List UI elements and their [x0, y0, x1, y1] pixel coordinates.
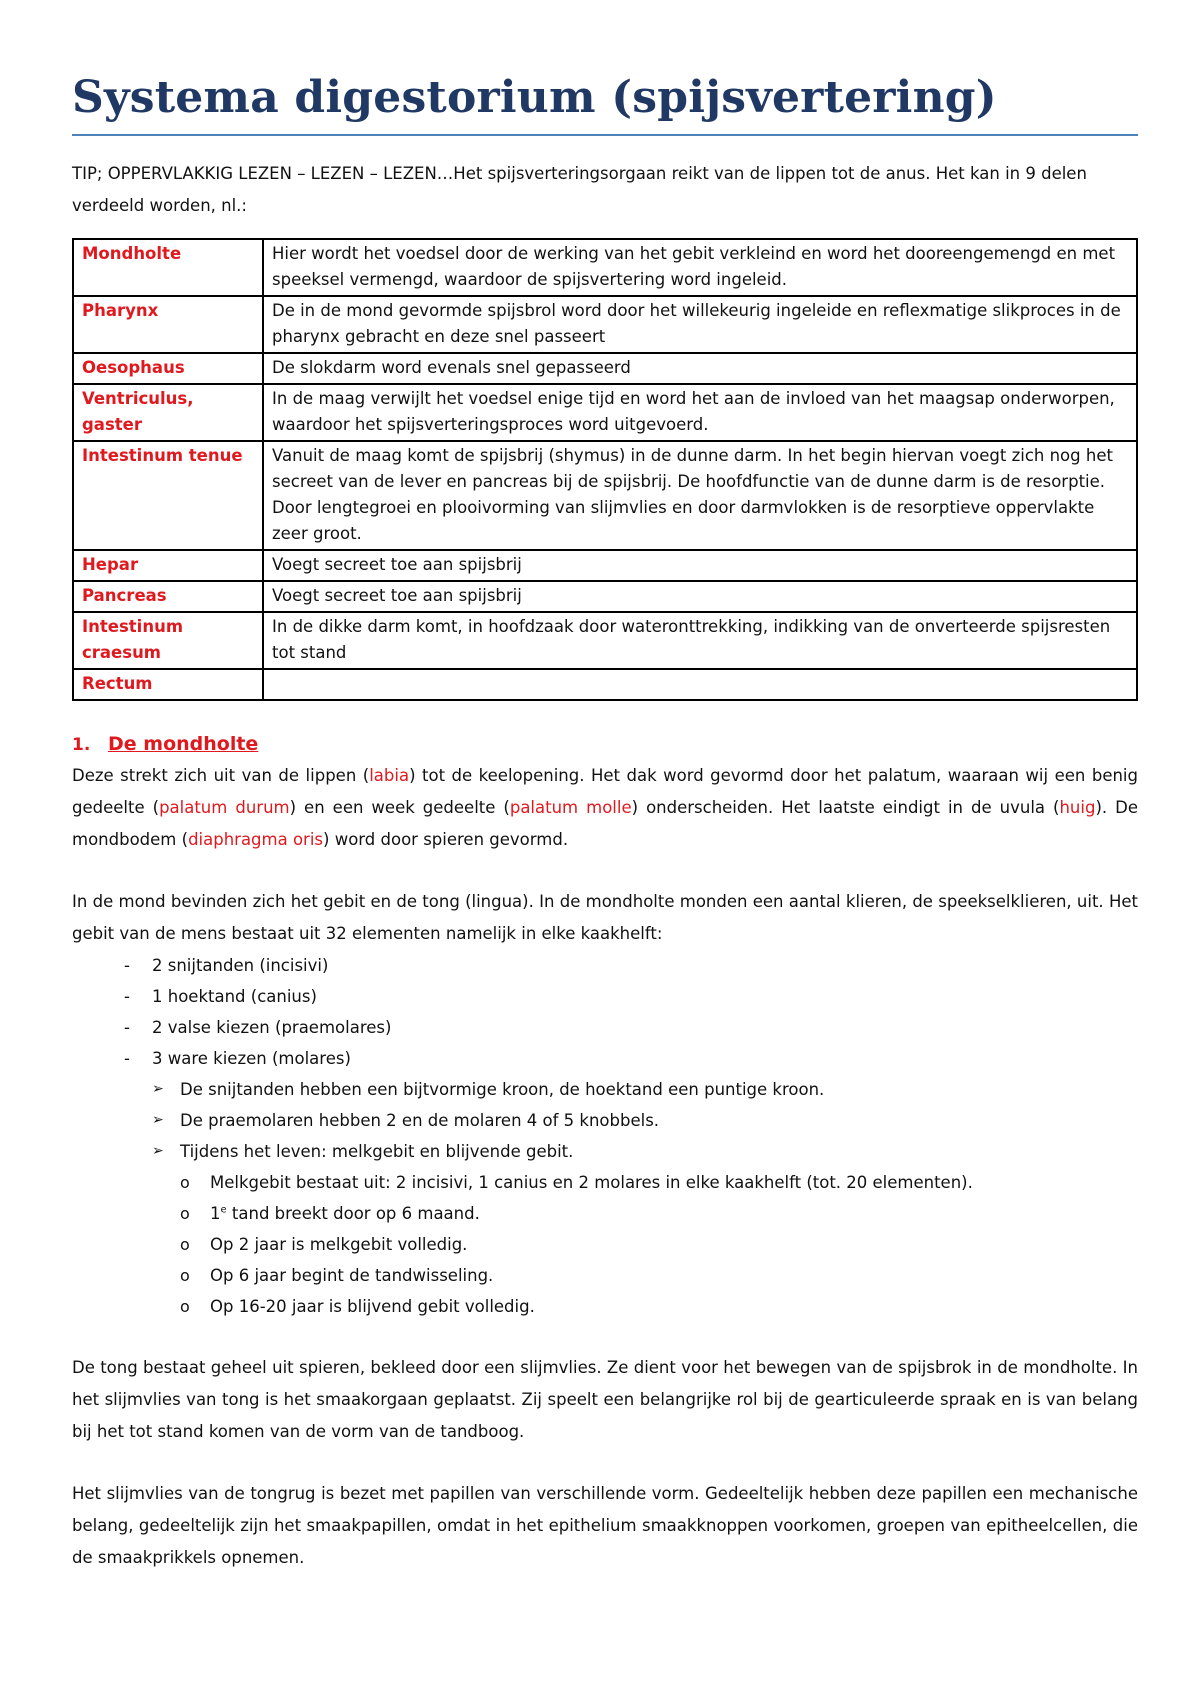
list-item [72, 1291, 1138, 1322]
list-item-text: Tijdens het leven: melkgebit en blijvende gebit. [180, 1142, 574, 1161]
paragraph-gebit: In de mond bevinden zich het gebit en de tong (lingua). In de mondholte monden een aantal klieren, de speekselklieren, uit. Het gebit van de mens bestaat uit 32 elementen namelijk in elke kaakhelft: [72, 892, 1138, 943]
list-item-text: Op 2 jaar is melkgebit volledig. [210, 1235, 468, 1254]
paragraph-tongrug: Het slijmvlies van de tongrug is bezet met papillen van verschillende vorm. Gedeeltelijk hebben deze papillen een mechanische belang, gedeeltelijk zijn het smaakpapillen, omdat in het epithelium smaakknoppen voorkomen, groepen van epitheelcellen, die de smaakprikkels opnemen. [72, 1484, 1138, 1567]
term-huig: huig [1059, 798, 1096, 817]
list-item [72, 1229, 1138, 1260]
term-diaphragma-oris: diaphragma oris [188, 830, 324, 849]
text-run: ) onderscheiden. Het laatste eindigt in de uvula ( [631, 798, 1060, 817]
dash-bullet: - [124, 1049, 130, 1068]
list-item [72, 1167, 1138, 1198]
organ-name: Pharynx [73, 296, 263, 353]
list-item-text: 2 valse kiezen (praemolares) [152, 1018, 392, 1037]
organ-name: Intestinum tenue [73, 441, 263, 550]
term-palatum-molle: palatum molle [509, 798, 632, 817]
organ-description: Voegt secreet toe aan spijsbrij [263, 550, 1137, 581]
list-item-text: De praemolaren hebben 2 en de molaren 4 of 5 knobbels. [180, 1111, 660, 1130]
table-row [73, 384, 1137, 441]
organ-description: De in de mond gevormde spijsbrol word door het willekeurig ingeleide en reflexmatige slikproces in de pharynx gebracht en deze snel passeert [263, 296, 1137, 353]
organ-description: Vanuit de maag komt de spijsbrij (shymus) in de dunne darm. In het begin hiervan voegt zich nog het secreet van de lever en pancreas bij de spijsbrij. De hoofdfunctie van de dunne darm is de resorptie. Door lengtegroei en plooivorming van slijmvlies en door darmvlokken is de resorptieve oppervlakte zeer groot. [263, 441, 1137, 550]
organ-description: In de dikke darm komt, in hoofdzaak door wateronttrekking, indikking van de onverteerde spijsresten tot stand [263, 612, 1137, 669]
intro-paragraph: TIP; OPPERVLAKKIG LEZEN – LEZEN – LEZEN…Het spijsverteringsorgaan reikt van de lippen tot de anus. Het kan in 9 delen verdeeld worden, nl.: [72, 164, 1087, 215]
text-run: ). De mondbodem ( [72, 798, 1138, 849]
list-item [72, 1105, 1138, 1136]
text-run: ) en een week gedeelte ( [289, 798, 510, 817]
circle-bullet-icon: o [180, 1173, 190, 1192]
paragraph-mondholte [72, 760, 1138, 856]
circle-list [72, 1167, 1138, 1322]
organ-name: Intestinum craesum [73, 612, 263, 669]
arrow-bullet-icon: ➢ [152, 1081, 164, 1097]
circle-bullet-icon: o [180, 1297, 190, 1316]
table-row [73, 296, 1137, 353]
table-row [73, 612, 1137, 669]
organ-description: Hier wordt het voedsel door de werking van het gebit verkleind en word het dooreengemengd en met speeksel vermengd, waardoor de spijsvertering word ingeleid. [263, 239, 1137, 296]
text-run: ) tot de keelopening. Het dak word gevormd door het palatum, waaraan wij een benig gedeelte ( [72, 766, 1138, 817]
arrow-bullet-icon: ➢ [152, 1143, 164, 1159]
term-palatum-durum: palatum durum [159, 798, 290, 817]
list-item [72, 1260, 1138, 1291]
superscript: e [220, 1204, 227, 1216]
term-labia: labia [369, 766, 410, 785]
arrow-list [72, 1074, 1138, 1167]
list-item [72, 1074, 1138, 1105]
organ-name: Oesophaus [73, 353, 263, 384]
text-run: ) word door spieren gevormd. [323, 830, 569, 849]
circle-bullet-icon: o [180, 1204, 190, 1223]
list-item [72, 1198, 1138, 1229]
table-row [73, 353, 1137, 384]
list-item [72, 981, 1138, 1012]
dash-bullet: - [124, 987, 130, 1006]
list-item-text: Melkgebit bestaat uit: 2 incisivi, 1 canius en 2 molares in elke kaakhelft (tot. 20 elementen). [210, 1173, 973, 1192]
document-page [72, 70, 1138, 1574]
text-run: Deze strekt zich uit van de lippen ( [72, 766, 370, 785]
paragraph-tong: De tong bestaat geheel uit spieren, bekleed door een slijmvlies. Ze dient voor het bewegen van de spijsbrok in de mondholte. In het slijmvlies van tong is het smaakorgaan geplaatst. Zij speelt een belangrijke rol bij de gearticuleerde spraak en is van belang bij het tot stand komen van de vorm van de tandboog. [72, 1358, 1138, 1441]
organ-description [263, 669, 1137, 700]
list-item-text: 3 ware kiezen (molares) [152, 1049, 351, 1068]
list-item-text: De snijtanden hebben een bijtvormige kroon, de hoektand een puntige kroon. [180, 1080, 825, 1099]
list-item-text: Op 6 jaar begint de tandwisseling. [210, 1266, 494, 1285]
section-title: De mondholte [108, 733, 259, 755]
organ-description: De slokdarm word evenals snel gepasseerd [263, 353, 1137, 384]
list-item [72, 1043, 1138, 1074]
arrow-bullet-icon: ➢ [152, 1112, 164, 1128]
organ-description: In de maag verwijlt het voedsel enige tijd en word het aan de invloed van het maagsap onderworpen, waardoor het spijsverteringsproces word uitgevoerd. [263, 384, 1137, 441]
list-item-text: 1 hoektand (canius) [152, 987, 317, 1006]
list-item [72, 1136, 1138, 1167]
organ-description: Voegt secreet toe aan spijsbrij [263, 581, 1137, 612]
table-row [73, 239, 1137, 296]
list-item-text: 2 snijtanden (incisivi) [152, 956, 329, 975]
organ-name: Rectum [73, 669, 263, 700]
section-number: 1. [72, 735, 91, 755]
list-item [72, 950, 1138, 981]
teeth-list [72, 950, 1138, 1074]
circle-bullet-icon: o [180, 1235, 190, 1254]
organ-name: Ventriculus, gaster [73, 384, 263, 441]
organ-name: Mondholte [73, 239, 263, 296]
list-item-text: 1 [210, 1204, 221, 1223]
dash-bullet: - [124, 956, 130, 975]
table-row [73, 669, 1137, 700]
section-heading [72, 729, 1138, 760]
list-item-text: tand breekt door op 6 maand. [226, 1204, 480, 1223]
organ-name: Hepar [73, 550, 263, 581]
list-item-text: Op 16-20 jaar is blijvend gebit volledig. [210, 1297, 535, 1316]
circle-bullet-icon: o [180, 1266, 190, 1285]
dash-bullet: - [124, 1018, 130, 1037]
table-row [73, 581, 1137, 612]
page-title: Systema digestorium (spijsvertering) [72, 70, 1138, 136]
organs-table [72, 238, 1138, 701]
organ-name: Pancreas [73, 581, 263, 612]
table-row [73, 441, 1137, 550]
list-item [72, 1012, 1138, 1043]
table-row [73, 550, 1137, 581]
